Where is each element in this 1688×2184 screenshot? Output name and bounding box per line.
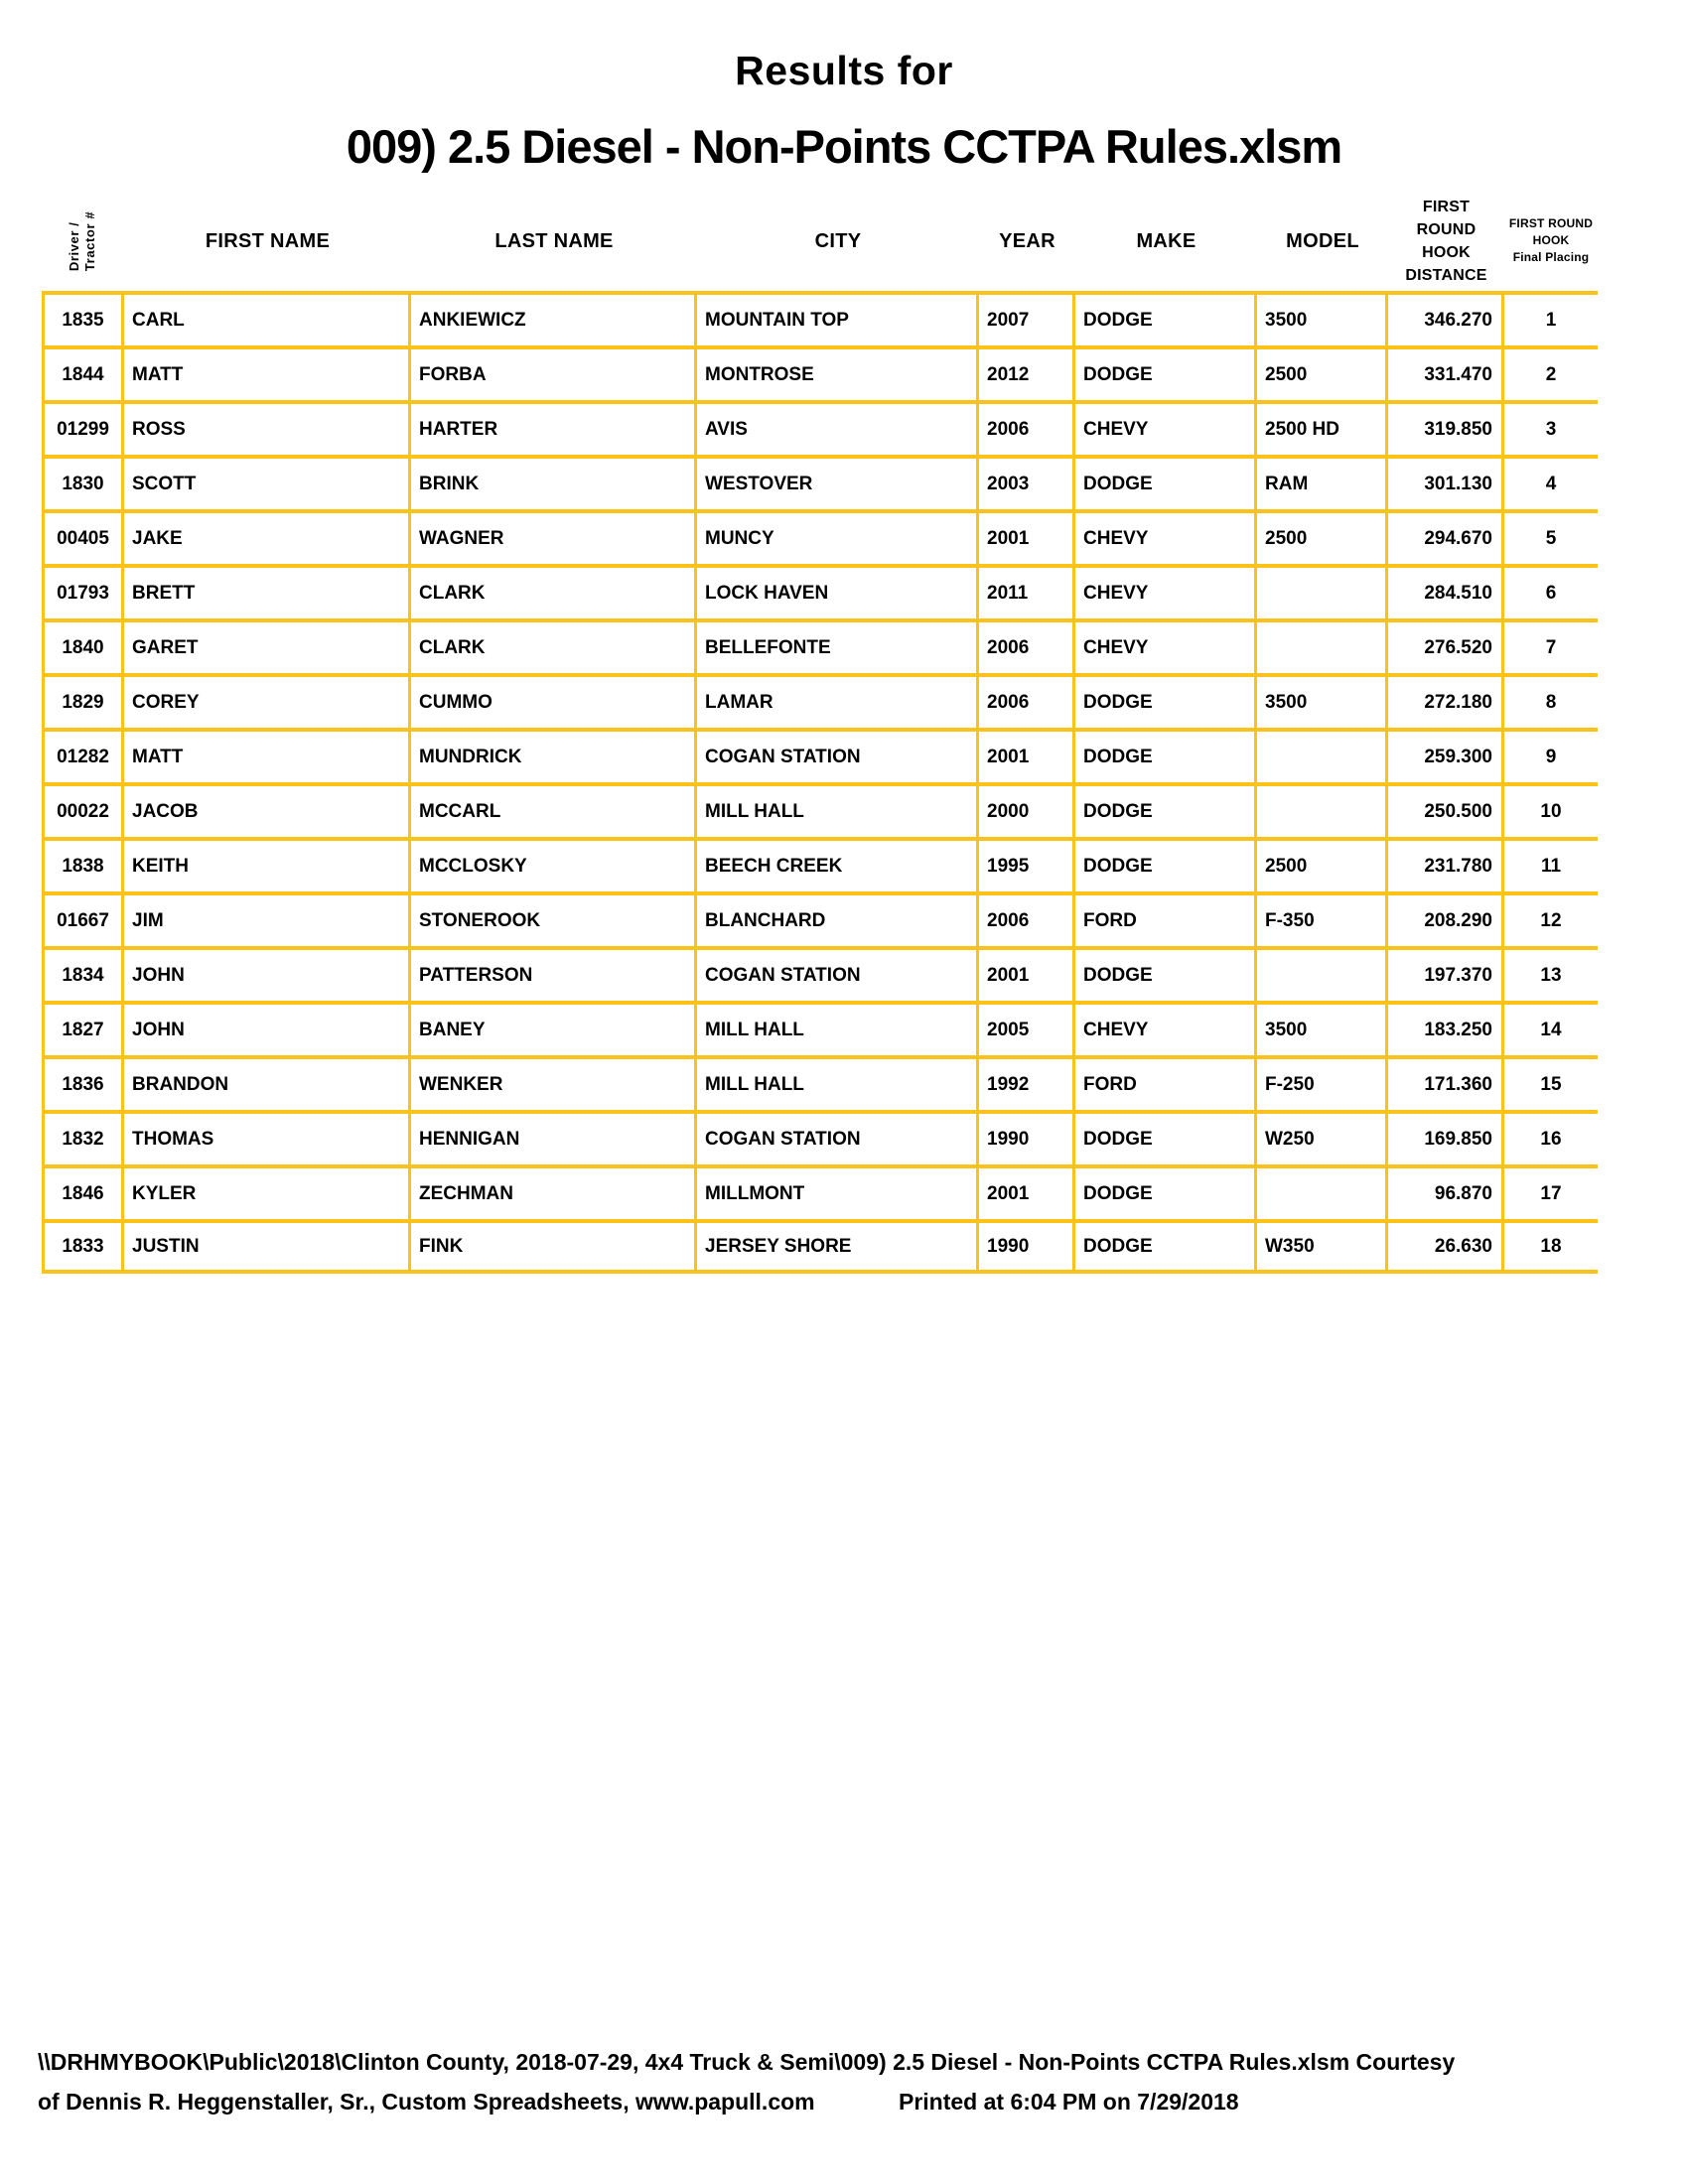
table-row bbox=[42, 345, 1598, 400]
cell-city: MOUNTAIN TOP bbox=[697, 291, 979, 345]
cell-distance: 272.180 bbox=[1388, 673, 1504, 728]
cell-first_name: KEITH bbox=[124, 837, 411, 891]
cell-placing: 8 bbox=[1504, 673, 1598, 728]
page-title: Results for bbox=[735, 48, 953, 93]
cell-distance: 208.290 bbox=[1388, 891, 1504, 946]
footer bbox=[38, 2047, 1676, 2116]
cell-make: CHEVY bbox=[1075, 1001, 1257, 1055]
cell-driver: 00022 bbox=[42, 782, 124, 837]
col-header-first-name: FIRST NAME bbox=[205, 229, 331, 252]
cell-model bbox=[1257, 1164, 1388, 1219]
cell-model: 3500 bbox=[1257, 673, 1388, 728]
col-header-model: MODEL bbox=[1286, 229, 1359, 252]
cell-first_name: MATT bbox=[124, 728, 411, 782]
cell-city: LAMAR bbox=[697, 673, 979, 728]
distance-header-line: ROUND bbox=[1416, 220, 1477, 238]
cell-placing: 12 bbox=[1504, 891, 1598, 946]
cell-city: AVIS bbox=[697, 400, 979, 455]
cell-placing: 5 bbox=[1504, 509, 1598, 564]
cell-placing: 17 bbox=[1504, 1164, 1598, 1219]
cell-model: F-250 bbox=[1257, 1055, 1388, 1110]
cell-make: FORD bbox=[1075, 1055, 1257, 1110]
cell-driver: 01282 bbox=[42, 728, 124, 782]
cell-last_name: PATTERSON bbox=[411, 946, 697, 1001]
cell-make: DODGE bbox=[1075, 837, 1257, 891]
cell-make: DODGE bbox=[1075, 946, 1257, 1001]
cell-placing: 9 bbox=[1504, 728, 1598, 782]
cell-first_name: KYLER bbox=[124, 1164, 411, 1219]
cell-driver: 1844 bbox=[42, 345, 124, 400]
footer-courtesy-text: of Dennis R. Heggenstaller, Sr., Custom Spreadsheets, www.papull.com bbox=[38, 2089, 815, 2115]
cell-first_name: JOHN bbox=[124, 1001, 411, 1055]
cell-placing: 15 bbox=[1504, 1055, 1598, 1110]
cell-placing: 14 bbox=[1504, 1001, 1598, 1055]
cell-placing: 3 bbox=[1504, 400, 1598, 455]
cell-distance: 276.520 bbox=[1388, 618, 1504, 673]
col-header-driver-tractor bbox=[42, 191, 124, 291]
cell-driver: 1832 bbox=[42, 1110, 124, 1164]
cell-distance: 171.360 bbox=[1388, 1055, 1504, 1110]
cell-placing: 4 bbox=[1504, 455, 1598, 509]
cell-city: BLANCHARD bbox=[697, 891, 979, 946]
cell-make: CHEVY bbox=[1075, 400, 1257, 455]
cell-first_name: ROSS bbox=[124, 400, 411, 455]
table-row bbox=[42, 509, 1598, 564]
cell-driver: 1827 bbox=[42, 1001, 124, 1055]
cell-year: 2007 bbox=[979, 291, 1075, 345]
table-row bbox=[42, 1110, 1598, 1164]
cell-last_name: FORBA bbox=[411, 345, 697, 400]
table-row bbox=[42, 1055, 1598, 1110]
cell-city: BEECH CREEK bbox=[697, 837, 979, 891]
cell-city: MILL HALL bbox=[697, 782, 979, 837]
table-row bbox=[42, 1164, 1598, 1219]
cell-driver: 1829 bbox=[42, 673, 124, 728]
cell-make: DODGE bbox=[1075, 345, 1257, 400]
table-row bbox=[42, 564, 1598, 618]
cell-year: 2003 bbox=[979, 455, 1075, 509]
col-header-first-round-hook-final-placing bbox=[1504, 215, 1598, 266]
cell-driver: 1840 bbox=[42, 618, 124, 673]
cell-last_name: ZECHMAN bbox=[411, 1164, 697, 1219]
footer-line2 bbox=[38, 2087, 1676, 2116]
cell-first_name: SCOTT bbox=[124, 455, 411, 509]
placing-header-line: FIRST ROUND bbox=[1508, 216, 1594, 230]
cell-placing: 7 bbox=[1504, 618, 1598, 673]
cell-driver: 01667 bbox=[42, 891, 124, 946]
file-title: 009) 2.5 Diesel - Non-Points CCTPA Rules.xlsm bbox=[346, 120, 1342, 173]
cell-placing: 16 bbox=[1504, 1110, 1598, 1164]
cell-model: F-350 bbox=[1257, 891, 1388, 946]
cell-last_name: ANKIEWICZ bbox=[411, 291, 697, 345]
driver-label-line2: Tractor # bbox=[82, 210, 98, 271]
cell-model bbox=[1257, 728, 1388, 782]
cell-make: DODGE bbox=[1075, 1219, 1257, 1274]
cell-last_name: BANEY bbox=[411, 1001, 697, 1055]
table-row bbox=[42, 782, 1598, 837]
cell-driver: 1836 bbox=[42, 1055, 124, 1110]
cell-last_name: CUMMO bbox=[411, 673, 697, 728]
cell-first_name: MATT bbox=[124, 345, 411, 400]
cell-city: MILL HALL bbox=[697, 1055, 979, 1110]
cell-city: MILL HALL bbox=[697, 1001, 979, 1055]
cell-model bbox=[1257, 564, 1388, 618]
cell-last_name: MCCLOSKY bbox=[411, 837, 697, 891]
cell-distance: 294.670 bbox=[1388, 509, 1504, 564]
cell-distance: 259.300 bbox=[1388, 728, 1504, 782]
cell-distance: 26.630 bbox=[1388, 1219, 1504, 1274]
cell-placing: 6 bbox=[1504, 564, 1598, 618]
cell-driver: 1846 bbox=[42, 1164, 124, 1219]
cell-driver: 01793 bbox=[42, 564, 124, 618]
cell-model bbox=[1257, 782, 1388, 837]
cell-make: DODGE bbox=[1075, 291, 1257, 345]
driver-tractor-rotated-label bbox=[67, 210, 98, 270]
cell-make: CHEVY bbox=[1075, 618, 1257, 673]
cell-last_name: WAGNER bbox=[411, 509, 697, 564]
cell-model: 2500 HD bbox=[1257, 400, 1388, 455]
cell-year: 2005 bbox=[979, 1001, 1075, 1055]
cell-year: 2011 bbox=[979, 564, 1075, 618]
cell-first_name: BRETT bbox=[124, 564, 411, 618]
cell-last_name: HARTER bbox=[411, 400, 697, 455]
table-row bbox=[42, 891, 1598, 946]
cell-model bbox=[1257, 946, 1388, 1001]
cell-model: 3500 bbox=[1257, 291, 1388, 345]
cell-make: DODGE bbox=[1075, 455, 1257, 509]
cell-driver: 1835 bbox=[42, 291, 124, 345]
cell-city: WESTOVER bbox=[697, 455, 979, 509]
driver-label-line1: Driver / bbox=[67, 221, 82, 271]
cell-year: 1990 bbox=[979, 1110, 1075, 1164]
results-table bbox=[42, 291, 1598, 1274]
cell-model bbox=[1257, 618, 1388, 673]
cell-city: BELLEFONTE bbox=[697, 618, 979, 673]
cell-distance: 319.850 bbox=[1388, 400, 1504, 455]
col-header-first-round-hook-distance bbox=[1388, 196, 1504, 287]
cell-placing: 10 bbox=[1504, 782, 1598, 837]
cell-distance: 197.370 bbox=[1388, 946, 1504, 1001]
cell-city: JERSEY SHORE bbox=[697, 1219, 979, 1274]
col-header-city: CITY bbox=[814, 229, 862, 252]
distance-header-line: DISTANCE bbox=[1405, 266, 1487, 284]
cell-year: 2006 bbox=[979, 400, 1075, 455]
cell-make: DODGE bbox=[1075, 782, 1257, 837]
cell-first_name: JACOB bbox=[124, 782, 411, 837]
placing-header-line: Final Placing bbox=[1512, 250, 1590, 264]
cell-distance: 284.510 bbox=[1388, 564, 1504, 618]
cell-distance: 231.780 bbox=[1388, 837, 1504, 891]
cell-driver: 01299 bbox=[42, 400, 124, 455]
cell-year: 1992 bbox=[979, 1055, 1075, 1110]
cell-first_name: BRANDON bbox=[124, 1055, 411, 1110]
cell-model: 2500 bbox=[1257, 837, 1388, 891]
cell-driver: 1834 bbox=[42, 946, 124, 1001]
cell-city: COGAN STATION bbox=[697, 1110, 979, 1164]
cell-year: 2001 bbox=[979, 1164, 1075, 1219]
table-header bbox=[42, 191, 1598, 291]
cell-first_name: COREY bbox=[124, 673, 411, 728]
cell-make: DODGE bbox=[1075, 1164, 1257, 1219]
cell-city: COGAN STATION bbox=[697, 946, 979, 1001]
cell-model: RAM bbox=[1257, 455, 1388, 509]
cell-year: 2001 bbox=[979, 728, 1075, 782]
cell-model: W350 bbox=[1257, 1219, 1388, 1274]
cell-year: 2006 bbox=[979, 673, 1075, 728]
cell-make: DODGE bbox=[1075, 728, 1257, 782]
table-row bbox=[42, 455, 1598, 509]
cell-placing: 1 bbox=[1504, 291, 1598, 345]
cell-city: MILLMONT bbox=[697, 1164, 979, 1219]
cell-placing: 18 bbox=[1504, 1219, 1598, 1274]
cell-distance: 250.500 bbox=[1388, 782, 1504, 837]
cell-year: 2000 bbox=[979, 782, 1075, 837]
cell-distance: 169.850 bbox=[1388, 1110, 1504, 1164]
cell-last_name: CLARK bbox=[411, 618, 697, 673]
cell-make: CHEVY bbox=[1075, 509, 1257, 564]
footer-printed-timestamp: Printed at 6:04 PM on 7/29/2018 bbox=[899, 2089, 1239, 2115]
cell-first_name: GARET bbox=[124, 618, 411, 673]
cell-first_name: JUSTIN bbox=[124, 1219, 411, 1274]
footer-file-path: \\DRHMYBOOK\Public\2018\Clinton County, 2018-07-29, 4x4 Truck & Semi\009) 2.5 Diesel - Non-Points CCTPA Rules.xlsm Courtesy bbox=[38, 2049, 1456, 2075]
cell-make: DODGE bbox=[1075, 673, 1257, 728]
cell-model: W250 bbox=[1257, 1110, 1388, 1164]
cell-driver: 1833 bbox=[42, 1219, 124, 1274]
cell-distance: 183.250 bbox=[1388, 1001, 1504, 1055]
cell-city: LOCK HAVEN bbox=[697, 564, 979, 618]
cell-first_name: JOHN bbox=[124, 946, 411, 1001]
cell-first_name: THOMAS bbox=[124, 1110, 411, 1164]
cell-driver: 00405 bbox=[42, 509, 124, 564]
cell-city: MUNCY bbox=[697, 509, 979, 564]
table-row bbox=[42, 946, 1598, 1001]
cell-city: MONTROSE bbox=[697, 345, 979, 400]
cell-last_name: FINK bbox=[411, 1219, 697, 1274]
cell-year: 1995 bbox=[979, 837, 1075, 891]
cell-placing: 11 bbox=[1504, 837, 1598, 891]
cell-first_name: CARL bbox=[124, 291, 411, 345]
table-row bbox=[42, 400, 1598, 455]
cell-last_name: MCCARL bbox=[411, 782, 697, 837]
cell-year: 2012 bbox=[979, 345, 1075, 400]
cell-last_name: CLARK bbox=[411, 564, 697, 618]
cell-first_name: JAKE bbox=[124, 509, 411, 564]
cell-last_name: MUNDRICK bbox=[411, 728, 697, 782]
col-header-year: YEAR bbox=[999, 229, 1055, 252]
cell-year: 2006 bbox=[979, 891, 1075, 946]
cell-make: CHEVY bbox=[1075, 564, 1257, 618]
cell-distance: 331.470 bbox=[1388, 345, 1504, 400]
cell-make: FORD bbox=[1075, 891, 1257, 946]
table-row bbox=[42, 1219, 1598, 1274]
table-row bbox=[42, 728, 1598, 782]
cell-year: 2001 bbox=[979, 946, 1075, 1001]
cell-last_name: HENNIGAN bbox=[411, 1110, 697, 1164]
cell-model: 3500 bbox=[1257, 1001, 1388, 1055]
cell-year: 1990 bbox=[979, 1219, 1075, 1274]
cell-year: 2001 bbox=[979, 509, 1075, 564]
col-header-last-name: LAST NAME bbox=[494, 229, 614, 252]
cell-year: 2006 bbox=[979, 618, 1075, 673]
table-row bbox=[42, 1001, 1598, 1055]
cell-make: DODGE bbox=[1075, 1110, 1257, 1164]
cell-distance: 301.130 bbox=[1388, 455, 1504, 509]
cell-distance: 346.270 bbox=[1388, 291, 1504, 345]
cell-last_name: BRINK bbox=[411, 455, 697, 509]
cell-model: 2500 bbox=[1257, 509, 1388, 564]
distance-header-line: FIRST bbox=[1422, 198, 1471, 215]
cell-placing: 13 bbox=[1504, 946, 1598, 1001]
cell-model: 2500 bbox=[1257, 345, 1388, 400]
cell-last_name: STONEROOK bbox=[411, 891, 697, 946]
col-header-make: MAKE bbox=[1136, 229, 1196, 252]
distance-header-line: HOOK bbox=[1422, 243, 1471, 261]
table-row bbox=[42, 618, 1598, 673]
table-row bbox=[42, 673, 1598, 728]
cell-driver: 1838 bbox=[42, 837, 124, 891]
cell-driver: 1830 bbox=[42, 455, 124, 509]
cell-distance: 96.870 bbox=[1388, 1164, 1504, 1219]
table-row bbox=[42, 837, 1598, 891]
cell-city: COGAN STATION bbox=[697, 728, 979, 782]
table-row bbox=[42, 291, 1598, 345]
cell-placing: 2 bbox=[1504, 345, 1598, 400]
cell-last_name: WENKER bbox=[411, 1055, 697, 1110]
cell-first_name: JIM bbox=[124, 891, 411, 946]
placing-header-line: HOOK bbox=[1532, 233, 1570, 247]
